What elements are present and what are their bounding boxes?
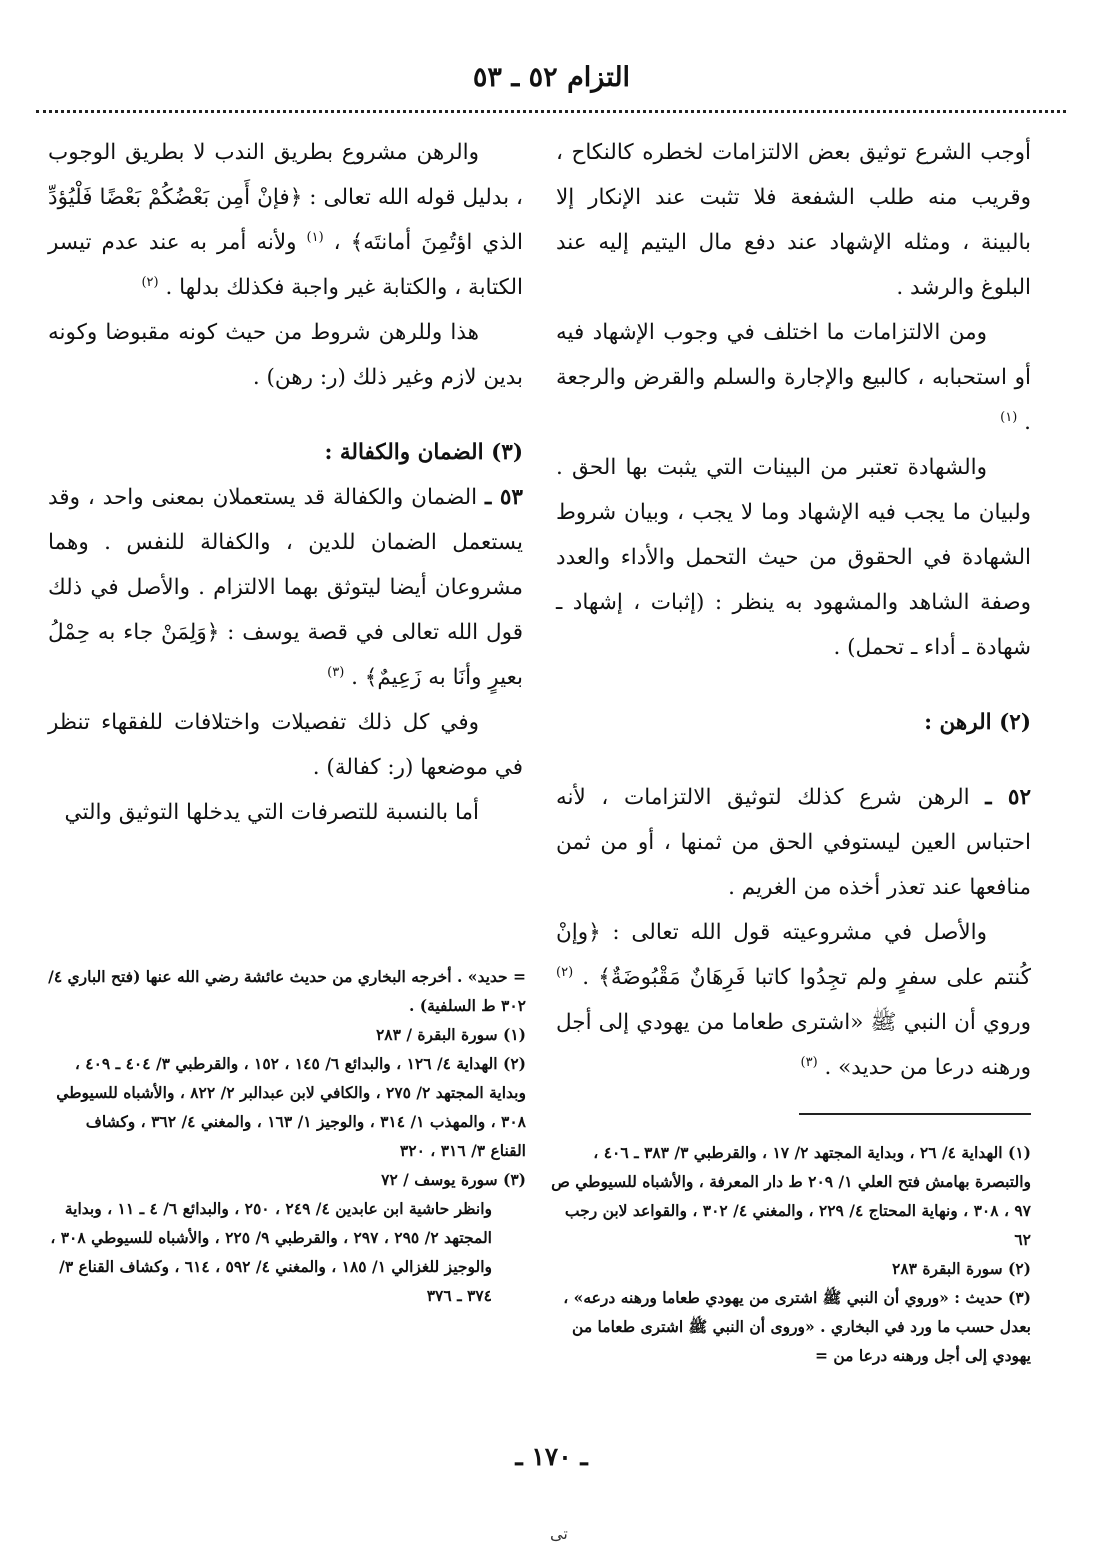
paragraph: وفي كل ذلك تفصيلات واختلافات للفقهاء تنظر في موضعها (ر: كفالة) . xyxy=(48,710,523,780)
footnote-ref: (٣) xyxy=(800,1054,818,1070)
paragraph: هذا وللرهن شروط من حيث كونه مقبوضا وكونه بدين لازم وغير ذلك (ر: رهن) . xyxy=(48,320,523,390)
paragraph: ٥٣ ـ الضمان والكفالة قد يستعملان بمعنى واحد ، وقد يستعمل الضمان للدين ، والكفالة للنفس . وهما مشروعان أيضا ليتوثق بهما الالتزام . والأصل في ذلك قول الله تعالى في قصة يوسف : ﴿وَلِمَنْ جاء به حِمْلُ بعيرٍ وأنَا به زَعِيمٌ﴾ . $^{(٣)}$ xyxy=(48,485,523,690)
bottom-mark: ﺗﯽ xyxy=(550,1524,568,1543)
page-number: ـ ١٧٠ ـ xyxy=(515,1442,588,1471)
paragraph: ومن الالتزامات ما اختلف في وجوب الإشهاد فيه أو استحبابه ، كالبيع والإجارة والسلم والقرض والرجعة . $^{(١)}$ xyxy=(556,320,1031,435)
footnote: (١) الهداية ٤/ ٢٦ ، وبداية المجتهد ٢/ ١٧ ، والقرطبي ٣/ ٣٨٣ ـ ٤٠٦ ، والتبصرة بهامش فتح العلي ١/ ٢٠٩ ط دار المعرفة ، والأشباه للسيوطي ص ٩٧ ، ٣٠٨ ، ونهاية المحتاج ٤/ ٢٢٩ ، والمغني ٤/ ٣٠٢ ، والقواعد لابن رجب ٦٢ xyxy=(551,1143,1031,1249)
section-title: (٣) الضمان والكفالة : xyxy=(324,440,523,465)
footnote: (٣) سورة يوسف / ٧٢ xyxy=(381,1170,526,1189)
left-column xyxy=(48,130,523,835)
header-dotted-rule xyxy=(36,110,1066,113)
footnote-ref: (٢) xyxy=(556,964,574,980)
footnote-divider xyxy=(799,1113,1031,1115)
right-column xyxy=(556,130,1031,1090)
left-footnotes xyxy=(46,962,526,1310)
footnote-ref: (١) xyxy=(306,229,324,245)
paragraph: ٥٢ ـ الرهن شرع كذلك لتوثيق الالتزامات ، لأنه احتباس العين ليستوفي الحق من ثمنها ، أو من ثمن منافعها عند تعذر أخذه من الغريم . xyxy=(556,785,1031,900)
footnote: وانظر حاشية ابن عابدين ٤/ ٢٤٩ ، ٢٥٠ ، والبدائع ٦/ ٤ ـ ١١ ، وبداية المجتهد ٢/ ٢٩٥ ، ٢٩٧ ، والقرطبي ٩/ ٢٢٥ ، والأشباه للسيوطي ٣٠٨ ، والوجيز للغزالي ١/ ١٨٥ ، والمغني ٤/ ٥٩٢ ، ٦١٤ ، وكشاف القناع ٣/ ٣٧٤ ـ ٣٧٦ xyxy=(50,1199,492,1305)
right-footnotes xyxy=(551,1138,1031,1370)
footnote-ref: (٢) xyxy=(141,274,159,290)
paragraph-number: ٥٣ ـ xyxy=(485,485,523,510)
paragraph-number: ٥٢ ـ xyxy=(985,785,1031,810)
section-title: (٢) الرهن : xyxy=(924,710,1031,735)
footnote: (٣) حديث : «وروي أن النبي ﷺ اشترى من يهودي طعاما ورهنه درعه» ، بعدل حسب ما ورد في البخاري . «وروى أن النبي ﷺ اشترى طعاما من يهودي إلى أجل ورهنه درعا من = xyxy=(563,1288,1031,1365)
footnote: (٢) سورة البقرة ٢٨٣ xyxy=(892,1259,1031,1278)
footnote: (١) سورة البقرة / ٢٨٣ xyxy=(375,1025,526,1044)
paragraph: أوجب الشرع توثيق بعض الالتزامات لخطره كالنكاح ، وقريب منه طلب الشفعة فلا تثبت عند الإنكار إلا بالبينة ، ومثله الإشهاد عند دفع مال اليتيم إليه عند البلوغ والرشد . xyxy=(556,140,1031,300)
footnote-continuation: = حديد» . أخرجه البخاري من حديث عائشة رضي الله عنها (فتح الباري ٤/ ٣٠٢ ط السلفية) . xyxy=(48,967,526,1015)
paragraph: والرهن مشروع بطريق الندب لا بطريق الوجوب ، بدليل قوله الله تعالى : ﴿فإنْ أَمِن بَعْضُكُمْ بَعْضًا فَلْيُؤدِّ الذي اؤتُمِنَ أمانتَه﴾ ، $^{(١)}$ ولأنه أمر به عند عدم تيسر الكتابة ، والكتابة غير واجبة فكذلك بدلها . $^{(٢)}$ xyxy=(48,140,523,300)
paragraph: والشهادة تعتبر من البينات التي يثبت بها الحق . ولبيان ما يجب فيه الإشهاد وما لا يجب ، وبيان شروط الشهادة في الحقوق من حيث التحمل والأداء والعدد وصفة الشاهد والمشهود به ينظر : (إثبات ، إشهاد ـ شهادة ـ أداء ـ تحمل) . xyxy=(556,455,1031,660)
footnote-ref: (١) xyxy=(1000,409,1018,425)
footnote: (٢) الهداية ٤/ ١٢٦ ، والبدائع ٦/ ١٤٥ ، ١٥٢ ، والقرطبي ٣/ ٤٠٤ ـ ٤٠٩ ، وبداية المجتهد ٢/ ٢٧٥ ، والكافي لابن عبدالبر ٢/ ٨٢٢ ، والأشباه للسيوطي ٣٠٨ ، والمهذب ١/ ٣١٤ ، والوجيز ١/ ١٦٣ ، والمغني ٤/ ٣٦٢ ، وكشاف القناع ٣/ ٣١٦ ، ٣٢٠ xyxy=(56,1054,526,1160)
paragraph: أما بالنسبة للتصرفات التي يدخلها التوثيق والتي xyxy=(64,800,479,825)
page-header-title: التزام ٥٢ ـ ٥٣ xyxy=(472,62,631,93)
paragraph: والأصل في مشروعيته قول الله تعالى : ﴿وإنْ كُنتم على سفرٍ ولم تجِدُوا كاتبا فَرِهَانٌ مَقْبُوضَةٌ﴾ . $^{(٢)}$ وروي أن النبي ﷺ «اشترى طعاما من يهودي إلى أجل ورهنه درعا من حديد» . $^{(٣)}$ xyxy=(556,920,1032,1080)
footnote-ref: (٣) xyxy=(327,664,345,680)
